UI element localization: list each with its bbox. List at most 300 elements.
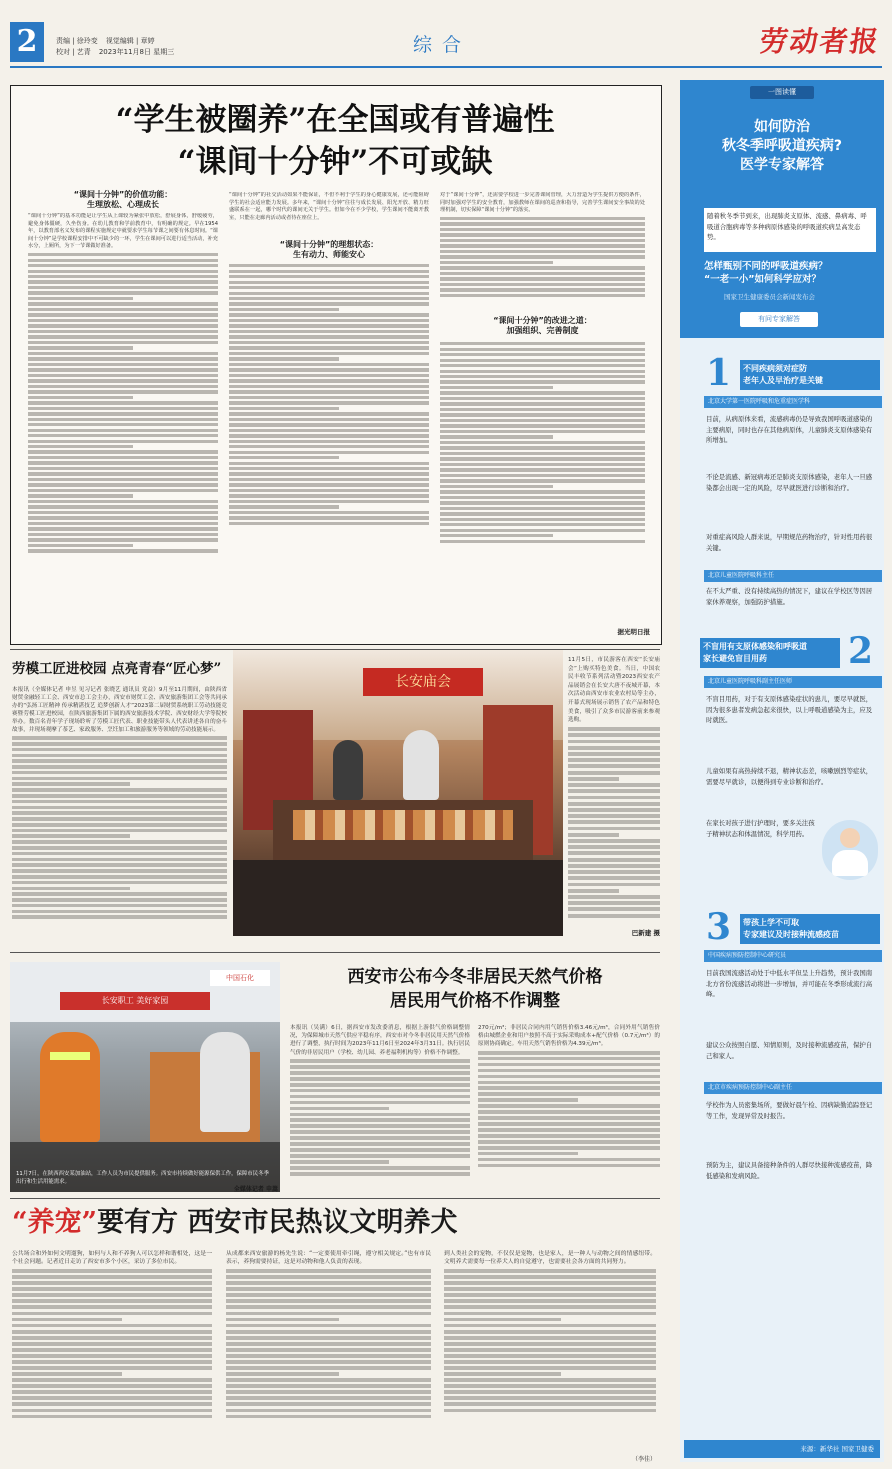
text-line-texture xyxy=(568,833,619,837)
text-line-texture xyxy=(12,898,227,902)
text-line-texture xyxy=(568,808,660,812)
text-line-texture xyxy=(568,858,660,862)
lead-subhead-1: “课间十分钟”的价值功能： 生理放松、心理成长 xyxy=(73,190,173,209)
text-line-texture xyxy=(229,281,429,284)
text-line-texture xyxy=(440,441,645,444)
text-line-texture xyxy=(229,462,429,465)
text-line-texture xyxy=(12,742,227,746)
text-line-texture xyxy=(12,736,227,740)
text-line-texture xyxy=(28,396,133,399)
text-line-texture xyxy=(568,758,660,762)
infographic-tag: 一图读懂 xyxy=(750,86,814,99)
text-line-texture xyxy=(229,324,429,327)
text-line-texture xyxy=(440,474,645,477)
text-line-texture xyxy=(440,468,645,471)
text-line-texture xyxy=(440,391,645,394)
text-line-texture xyxy=(12,1330,212,1334)
text-line-texture xyxy=(28,456,218,459)
text-line-texture xyxy=(440,380,645,383)
text-line-texture xyxy=(12,904,227,908)
text-line-texture xyxy=(568,914,660,918)
text-line-texture xyxy=(12,881,227,885)
text-line-texture xyxy=(28,500,218,503)
text-line-texture xyxy=(28,450,218,453)
text-line-texture xyxy=(440,266,645,269)
text-line-texture xyxy=(478,1069,660,1073)
text-line-texture xyxy=(568,746,660,750)
text-line-texture xyxy=(290,1095,470,1099)
lead-subhead-2: “课间十分钟”的理想状态： 生有动力、师能安心 xyxy=(279,240,379,259)
section-1-text-3: 对重症高风险人群来说，早期规范药物治疗，针对性用药很关键。 xyxy=(706,533,873,552)
text-line-texture xyxy=(12,1287,212,1291)
text-line-texture xyxy=(229,352,429,355)
text-line-texture xyxy=(444,1318,561,1322)
text-line-texture xyxy=(12,817,227,821)
section-3-text-3: 学校作为人员密集场所，要做好晨午检、因病缺勤追踪登记等工作，发现异常及时报告。 xyxy=(706,1101,873,1120)
editor-credit: 责编 | 徐玲变 xyxy=(56,37,98,45)
text-line-texture xyxy=(290,1083,470,1087)
text-line-texture xyxy=(12,754,227,758)
text-line-texture xyxy=(568,901,660,905)
text-line-texture xyxy=(12,858,227,862)
text-line-texture xyxy=(440,364,645,367)
text-line-texture xyxy=(440,348,645,351)
text-line-texture xyxy=(229,319,429,322)
gas-body-left: 本报讯（吴满）6日，据西安市发改委消息，根据上游供气价格调整情况，为保障城市天然气供应平稳有序，西安市对今冬非居民用天然气价格进行了调整，执行时间为2023年11月6日至2024年3月31日。执行居民气价的非居民用户（学校、幼儿园、养老福利机构等）价格不作调整。 xyxy=(290,1024,470,1192)
text-line-texture xyxy=(12,1415,212,1419)
text-line-texture xyxy=(28,291,218,294)
text-line-texture xyxy=(28,489,218,492)
section-3-number: 3 xyxy=(706,906,732,948)
pets-column-3: 到人类社会的宠物，不仅仅是宠物，也是家人，是一种人与动物之间的情感纽带。文明养犬需要每一位养犬人的自觉遵守，也需要社会各方面的共同努力。 xyxy=(444,1250,656,1454)
text-line-texture xyxy=(568,883,660,887)
text-line-texture xyxy=(226,1384,431,1388)
text-line-texture xyxy=(226,1281,431,1285)
text-line-texture xyxy=(28,346,133,349)
text-line-texture xyxy=(290,1113,470,1117)
text-line-texture xyxy=(444,1299,656,1303)
text-line-texture xyxy=(478,1086,660,1090)
text-line-texture xyxy=(229,401,429,404)
doctor-illustration-icon xyxy=(822,820,878,880)
text-line-texture xyxy=(28,357,218,360)
text-line-texture xyxy=(444,1378,656,1382)
text-line-texture xyxy=(12,829,227,833)
text-line-texture xyxy=(444,1287,656,1291)
text-line-texture xyxy=(229,385,429,388)
text-line-texture xyxy=(28,418,218,421)
text-line-texture xyxy=(28,264,218,267)
text-line-texture xyxy=(28,308,218,311)
text-line-texture xyxy=(229,456,339,459)
text-line-texture xyxy=(440,222,645,225)
text-line-texture xyxy=(226,1318,339,1322)
text-line-texture xyxy=(568,870,660,874)
text-line-texture xyxy=(568,839,660,843)
fair-photo xyxy=(233,650,563,936)
text-line-texture xyxy=(440,490,645,493)
text-line-texture xyxy=(440,342,645,345)
text-line-texture xyxy=(478,1122,660,1126)
text-line-texture xyxy=(440,408,645,411)
text-line-texture xyxy=(12,1299,212,1303)
text-line-texture xyxy=(28,522,218,525)
text-line-texture xyxy=(478,1140,660,1144)
text-line-texture xyxy=(28,472,218,475)
text-line-texture xyxy=(229,341,429,344)
text-line-texture xyxy=(12,1390,212,1394)
text-line-texture xyxy=(290,1059,470,1063)
text-line-texture xyxy=(444,1390,656,1394)
fair-photo-credit: 巴新建 摄 xyxy=(631,929,660,937)
text-line-texture xyxy=(12,1372,122,1376)
text-line-texture xyxy=(28,467,218,470)
text-line-texture xyxy=(12,823,227,827)
section-2-text-3: 在家长对孩子进行护理时，要多关注孩子精神状态和体温情况，科学用药。 xyxy=(706,819,815,838)
text-line-texture xyxy=(444,1366,656,1370)
text-line-texture xyxy=(444,1330,656,1334)
divider xyxy=(10,952,660,953)
text-line-texture xyxy=(28,270,218,273)
text-line-texture xyxy=(444,1312,656,1316)
text-line-texture xyxy=(12,1360,212,1364)
text-line-texture xyxy=(28,275,218,278)
infographic-intro: 随着秋冬季节到来，出现肺炎支原体、流感、鼻病毒、呼吸道合胞病毒等多种病原体感染的呼吸道疾病呈高发态势。 xyxy=(704,208,876,252)
gas-banner: 长安职工 美好家园 xyxy=(60,992,210,1010)
text-line-texture xyxy=(28,368,218,371)
text-line-texture xyxy=(440,413,645,416)
infographic-source: 国家卫生健康委员会新闻发布会 xyxy=(724,293,815,301)
text-line-texture xyxy=(229,472,429,475)
text-line-texture xyxy=(28,363,218,366)
text-line-texture xyxy=(28,483,218,486)
text-line-texture xyxy=(440,479,645,482)
text-line-texture xyxy=(568,851,660,855)
text-line-texture xyxy=(440,272,645,275)
section-1-source-bar: 北京大学第一医院呼吸和危重症医学科 xyxy=(704,396,882,408)
text-line-texture xyxy=(478,1116,660,1120)
text-line-texture xyxy=(568,889,619,893)
text-line-texture xyxy=(440,529,645,532)
text-line-texture xyxy=(229,522,429,525)
text-line-texture xyxy=(229,494,429,497)
text-line-texture xyxy=(226,1287,431,1291)
text-line-texture xyxy=(440,446,645,449)
lead-subhead-3: “课间十分钟”的改进之道： 加强组织、完善制度 xyxy=(493,316,592,335)
expert-answer-button[interactable]: 有问专家解答 xyxy=(740,312,818,327)
text-line-texture xyxy=(229,270,429,273)
text-line-texture xyxy=(12,771,227,775)
text-line-texture xyxy=(12,892,227,896)
text-line-texture xyxy=(440,244,645,247)
section-2-number: 2 xyxy=(848,630,874,672)
text-line-texture xyxy=(28,412,218,415)
text-line-texture xyxy=(28,538,218,541)
text-line-texture xyxy=(440,359,645,362)
text-line-texture xyxy=(290,1136,470,1140)
text-line-texture xyxy=(12,811,227,815)
text-line-texture xyxy=(568,876,660,880)
text-line-texture xyxy=(440,452,645,455)
text-line-texture xyxy=(28,390,218,393)
text-line-texture xyxy=(28,533,218,536)
text-line-texture xyxy=(12,800,227,804)
text-line-texture xyxy=(28,330,218,333)
pets-title-quote: “养宠” xyxy=(12,1207,98,1238)
pets-byline: （李佳） xyxy=(631,1456,656,1463)
text-line-texture xyxy=(229,429,429,432)
text-line-texture xyxy=(229,483,429,486)
text-line-texture xyxy=(568,789,660,793)
section-3-text-1: 目前我国流感活动处于中低水平但呈上升趋势，预计我国南北方省份流感活动将进一步增加，并可能在冬季形成流行高峰。 xyxy=(706,969,873,998)
text-line-texture xyxy=(226,1342,431,1346)
text-line-texture xyxy=(12,1396,212,1400)
text-line-texture xyxy=(12,834,130,838)
text-line-texture xyxy=(444,1372,561,1376)
text-line-texture xyxy=(440,228,645,231)
text-line-texture xyxy=(226,1396,431,1400)
text-line-texture xyxy=(568,796,660,800)
text-line-texture xyxy=(28,253,218,256)
text-line-texture xyxy=(290,1107,389,1111)
text-line-texture xyxy=(478,1146,660,1150)
text-line-texture xyxy=(478,1164,660,1168)
text-line-texture xyxy=(28,341,218,344)
text-line-texture xyxy=(28,319,218,322)
text-line-texture xyxy=(12,875,227,879)
text-line-texture xyxy=(478,1057,660,1061)
text-line-texture xyxy=(440,435,553,438)
text-line-texture xyxy=(28,259,218,262)
lead-column-2-top: “课间十分钟”的社交活动如果不能保证，不但不利于学生的身心健康发展，还可能阻碍学生的社会适应能力发展。多年来，“课间十分钟”往往与成长发展、阳光开放、精力旺盛联系在一起，哪个时代的课间无关于学生。但如今在不少学校，学生课间不能离开教室，只能在走廊内活动或者待在座位上。 xyxy=(229,192,429,221)
text-line-texture xyxy=(12,1318,122,1322)
text-line-texture xyxy=(478,1075,660,1079)
text-line-texture xyxy=(440,283,645,286)
text-line-texture xyxy=(12,806,227,810)
text-line-texture xyxy=(440,353,645,356)
text-line-texture xyxy=(444,1336,656,1340)
text-line-texture xyxy=(444,1348,656,1352)
text-line-texture xyxy=(229,379,429,382)
text-line-texture xyxy=(478,1104,660,1108)
section-1-source-bar-2: 北京儿童医院呼吸科主任 xyxy=(704,570,882,582)
text-line-texture xyxy=(440,386,553,389)
text-line-texture xyxy=(226,1372,339,1376)
text-line-texture xyxy=(444,1360,656,1364)
text-line-texture xyxy=(12,887,130,891)
text-line-texture xyxy=(229,500,429,503)
text-line-texture xyxy=(229,407,339,410)
text-line-texture xyxy=(226,1415,431,1419)
text-line-texture xyxy=(226,1348,431,1352)
text-line-texture xyxy=(28,445,133,448)
section-3-text-2: 建议公众按照自愿、知情原则，及时接种流感疫苗，保护自己和家人。 xyxy=(706,1041,873,1060)
text-line-texture xyxy=(440,463,645,466)
text-line-texture xyxy=(440,397,645,400)
text-line-texture xyxy=(440,261,553,264)
page-number: 2 xyxy=(10,22,44,62)
text-line-texture xyxy=(478,1110,660,1114)
text-line-texture xyxy=(229,489,429,492)
text-line-texture xyxy=(568,764,660,768)
text-line-texture xyxy=(440,402,645,405)
text-line-texture xyxy=(12,1324,212,1328)
text-line-texture xyxy=(478,1098,578,1102)
text-line-texture xyxy=(229,286,429,289)
gas-brand: 中国石化 xyxy=(210,970,270,986)
text-line-texture xyxy=(28,280,218,283)
text-line-texture xyxy=(28,302,218,305)
text-line-texture xyxy=(229,330,429,333)
text-line-texture xyxy=(290,1172,470,1176)
text-line-texture xyxy=(12,915,227,919)
masthead-logo: 劳动者报 xyxy=(757,25,883,58)
text-line-texture xyxy=(226,1378,431,1382)
text-line-texture xyxy=(440,496,645,499)
text-line-texture xyxy=(440,375,645,378)
infographic-title: 如何防治 秋冬季呼吸道疾病? 医学专家解答 xyxy=(721,119,843,173)
text-line-texture xyxy=(478,1051,660,1055)
text-line-texture xyxy=(440,534,553,537)
text-line-texture xyxy=(226,1354,431,1358)
text-line-texture xyxy=(28,313,218,316)
text-line-texture xyxy=(229,478,429,481)
text-line-texture xyxy=(229,418,429,421)
text-line-texture xyxy=(226,1275,431,1279)
text-line-texture xyxy=(440,501,645,504)
text-line-texture xyxy=(444,1293,656,1297)
text-line-texture xyxy=(440,233,645,236)
text-line-texture xyxy=(478,1134,660,1138)
text-line-texture xyxy=(12,782,130,786)
text-line-texture xyxy=(226,1269,431,1273)
text-line-texture xyxy=(12,748,227,752)
text-line-texture xyxy=(290,1160,389,1164)
text-line-texture xyxy=(28,461,218,464)
text-line-texture xyxy=(444,1275,656,1279)
section-2-text-1: 不盲目用药，对于有支原体感染症状的患儿，要尽早就医，因为很多患者发病急起来很快，以上呼吸道感染为主，应及时就医。 xyxy=(706,695,873,724)
text-line-texture xyxy=(229,516,429,519)
text-line-texture xyxy=(28,324,218,327)
text-line-texture xyxy=(12,910,227,914)
text-line-texture xyxy=(440,250,645,253)
text-line-texture xyxy=(478,1128,660,1132)
text-line-texture xyxy=(290,1101,470,1105)
text-line-texture xyxy=(229,264,429,267)
text-line-texture xyxy=(12,869,227,873)
text-line-texture xyxy=(12,1366,212,1370)
text-line-texture xyxy=(28,505,218,508)
text-line-texture xyxy=(440,217,645,220)
infographic-footer: 来源：新华社 国家卫健委 xyxy=(684,1440,880,1458)
text-line-texture xyxy=(12,1409,212,1413)
text-line-texture xyxy=(229,302,429,305)
text-line-texture xyxy=(229,292,429,295)
text-line-texture xyxy=(226,1409,431,1413)
section-1-text-2: 不论是流感、新冠病毒还是肺炎支原体感染，老年人一旦感染都会出现一定的风险，尽早就医进行诊断和治疗。 xyxy=(706,473,873,492)
text-line-texture xyxy=(444,1324,656,1328)
text-line-texture xyxy=(290,1154,470,1158)
text-line-texture xyxy=(478,1092,660,1096)
issue-date: 2023年11月8日 星期三 xyxy=(98,48,175,56)
text-line-texture xyxy=(229,313,429,316)
text-line-texture xyxy=(12,1305,212,1309)
section-3-source-bar-2: 北京市疾病预防控制中心副主任 xyxy=(704,1082,882,1094)
section-1-number: 1 xyxy=(706,352,732,394)
text-line-texture xyxy=(568,727,660,731)
infographic-question: 怎样甄别不同的呼吸道疾病？ “一老一小”如何科学应对？ xyxy=(704,261,828,285)
text-line-texture xyxy=(226,1324,431,1328)
text-line-texture xyxy=(568,771,660,775)
text-line-texture xyxy=(229,511,429,514)
text-line-texture xyxy=(568,820,660,824)
proofreader-credit: 校对 | 艺青 xyxy=(56,48,91,56)
lead-column-3 xyxy=(440,340,645,624)
text-line-texture xyxy=(440,540,645,543)
section-3-title: 带孩上学不可取 专家建议及时接种流感疫苗 xyxy=(740,914,880,944)
section-1-text-1: 目前，从病原体来看，流感病毒仍是导致我国呼吸道感染的主要病原，同时也存在其他病原体，儿童肺炎支原体感染有所增加。 xyxy=(706,415,873,444)
lead-title-line1: “学生被圈养”在全国或有普遍性 xyxy=(115,102,555,138)
text-line-texture xyxy=(229,423,429,426)
text-line-texture xyxy=(226,1293,431,1297)
text-line-texture xyxy=(444,1409,656,1413)
text-line-texture xyxy=(28,434,218,437)
text-line-texture xyxy=(28,423,218,426)
text-line-texture xyxy=(226,1312,431,1316)
text-line-texture xyxy=(28,511,218,514)
text-line-texture xyxy=(290,1148,470,1152)
text-line-texture xyxy=(290,1118,470,1122)
section-title: 综合 xyxy=(412,34,471,56)
text-line-texture xyxy=(12,1384,212,1388)
text-line-texture xyxy=(12,765,227,769)
text-line-texture xyxy=(444,1402,656,1406)
text-line-texture xyxy=(229,275,429,278)
text-line-texture xyxy=(290,1130,470,1134)
artisan-title: 劳模工匠进校园 点亮青春“匠心梦” xyxy=(12,661,222,677)
section-2-source-bar: 北京儿童医院呼吸科副主任医师 xyxy=(704,676,882,688)
text-line-texture xyxy=(12,863,227,867)
text-line-texture xyxy=(440,370,645,373)
text-line-texture xyxy=(440,419,645,422)
text-line-texture xyxy=(28,407,218,410)
text-line-texture xyxy=(290,1077,470,1081)
text-line-texture xyxy=(12,840,227,844)
text-line-texture xyxy=(440,255,645,258)
section-2-text-2: 儿童如果有高热持续不退，精神状态差，咳嗽剧烈等症状，需要尽早就诊，以便得到专业诊断和治疗。 xyxy=(706,767,873,786)
text-line-texture xyxy=(444,1281,656,1285)
text-line-texture xyxy=(229,374,429,377)
text-line-texture xyxy=(12,1336,212,1340)
pets-title xyxy=(12,1205,662,1241)
text-line-texture xyxy=(12,1312,212,1316)
text-line-texture xyxy=(226,1330,431,1334)
text-line-texture xyxy=(290,1142,470,1146)
text-line-texture xyxy=(568,814,660,818)
text-line-texture xyxy=(12,1348,212,1352)
text-line-texture xyxy=(568,752,660,756)
header-rule xyxy=(10,66,882,68)
text-line-texture xyxy=(28,544,133,547)
fair-stall-sign: 长安庙会 xyxy=(363,668,483,696)
text-line-texture xyxy=(229,440,429,443)
text-line-texture xyxy=(444,1396,656,1400)
text-line-texture xyxy=(28,478,218,481)
divider xyxy=(10,1198,660,1199)
text-line-texture xyxy=(229,368,429,371)
gas-body-right: 270元/m³；非居民合同内用气销售价格3.46元/m³，合同外用气销售价格由城燃企业和用户按照不高于实际采购成本+配气价格（0.7元/m³）的原则协商确定。车用天然气销售价格为4.39元/m³。 xyxy=(478,1024,660,1192)
text-line-texture xyxy=(28,401,218,404)
